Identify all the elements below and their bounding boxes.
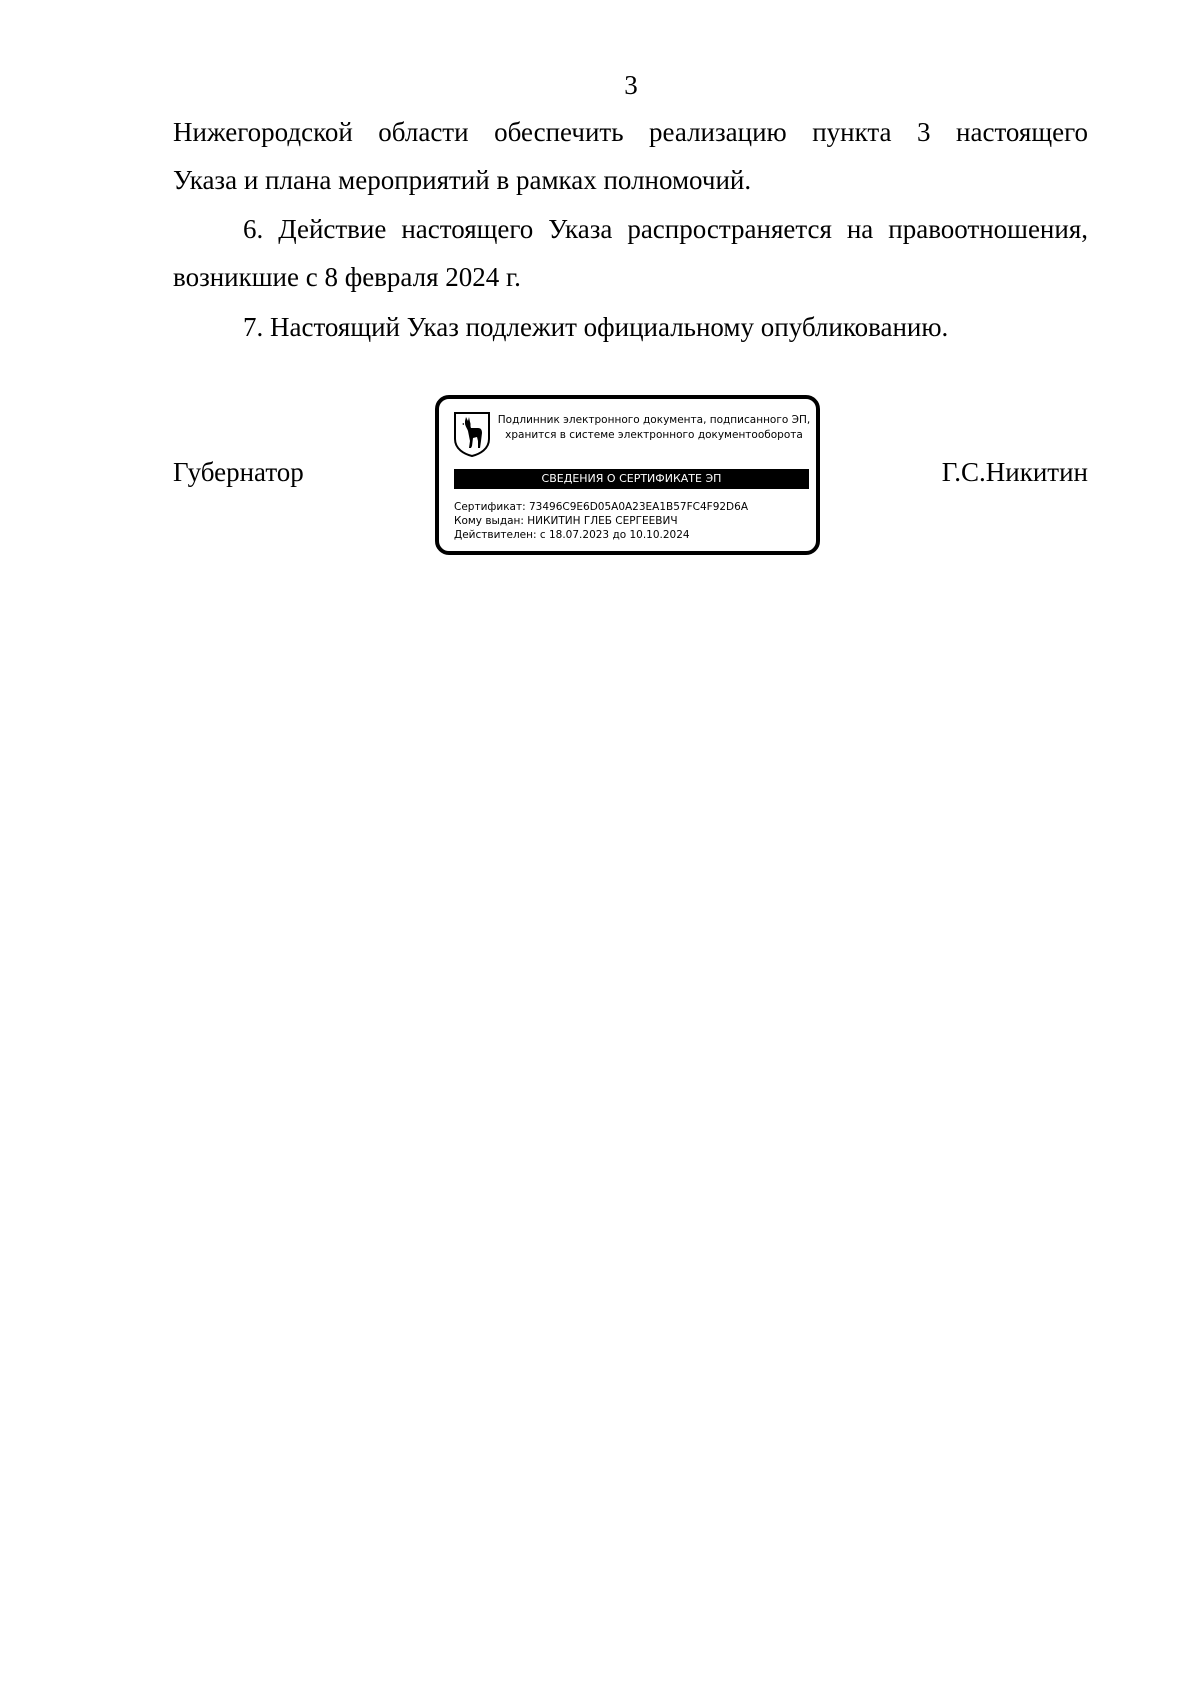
stamp-details — [454, 500, 748, 542]
stamp-title-bar: СВЕДЕНИЯ О СЕРТИФИКАТЕ ЭП — [454, 469, 809, 489]
certificate-number: Сертификат: 73496C9E6D05A0A23EA1B57FC4F92D6A — [454, 501, 749, 513]
paragraph-line: Нижегородской области обеспечить реализацию пункта 3 настоящего — [173, 117, 1088, 147]
page-number: 3 — [624, 70, 638, 100]
certificate-validity: Действителен: с 18.07.2023 до 10.10.2024 — [454, 529, 690, 541]
paragraph-line: 7. Настоящий Указ подлежит официальному опубликованию. — [243, 312, 949, 342]
paragraph-continuation — [173, 108, 1088, 204]
signer-position: Губернатор — [173, 457, 304, 487]
paragraph-item-6 — [173, 205, 1088, 301]
stamp-header — [495, 413, 813, 443]
paragraph-line: возникшие с 8 февраля 2024 г. — [173, 262, 521, 292]
stamp-header-line: хранится в системе электронного документооборота — [505, 429, 803, 441]
certificate-owner: Кому выдан: НИКИТИН ГЛЕБ СЕРГЕЕВИЧ — [454, 515, 678, 527]
signer-name: Г.С.Никитин — [941, 457, 1088, 487]
paragraph-line: Указа и плана мероприятий в рамках полномочий. — [173, 165, 752, 195]
paragraph-item-7 — [173, 303, 1088, 351]
coat-of-arms-icon — [453, 411, 491, 457]
electronic-signature-stamp — [435, 395, 820, 555]
stamp-header-line: Подлинник электронного документа, подписанного ЭП, — [497, 414, 811, 426]
paragraph-line: 6. Действие настоящего Указа распространяется на правоотношения, — [243, 214, 1088, 244]
